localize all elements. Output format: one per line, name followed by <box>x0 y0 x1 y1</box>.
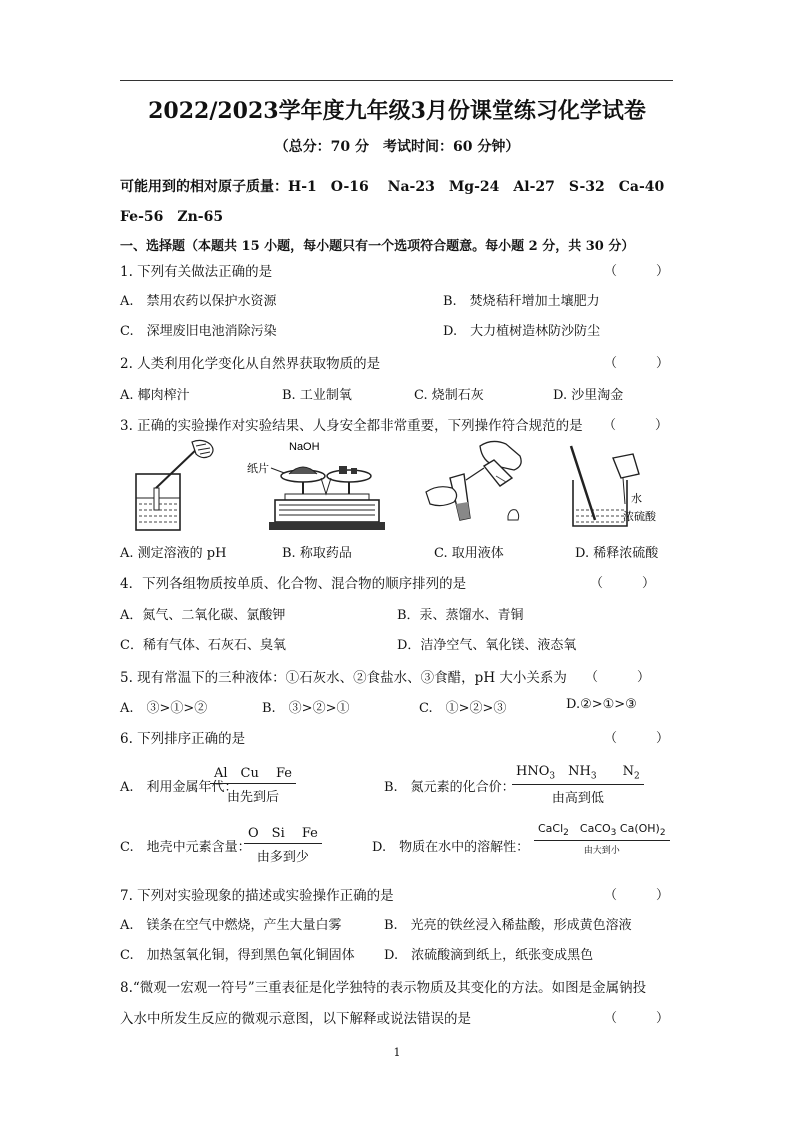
q7-answer-blank: （ ） <box>604 888 670 903</box>
q8-answer-blank: （ ） <box>604 1011 670 1026</box>
pour-liquid-illustration <box>420 438 530 534</box>
q8-stem-line2: 入水中所发生反应的微观示意图，以下解释或说法错误的是 <box>120 1011 471 1027</box>
exam-title: 2022/2023学年度九年级3月份课堂练习化学试卷 <box>148 98 646 124</box>
exam-subtitle: （总分：70 分 考试时间：60 分钟） <box>274 139 520 155</box>
q6-d-order: 由大到小 <box>583 846 620 857</box>
q7-option-d: D. 浓硫酸滴到纸上，纸张变成黑色 <box>384 948 594 963</box>
q6-b-order: 由高到低 <box>551 790 604 806</box>
q6-option-a-label: A. 利用金属年代： <box>120 780 238 795</box>
q4-stem: 4．下列各组物质按单质、化合物、混合物的顺序排列的是 <box>120 576 467 592</box>
q1-answer-blank: （ ） <box>604 264 670 279</box>
q6-option-d-label: D. 物质在水中的溶解性： <box>372 840 530 855</box>
ph-test-illustration <box>130 438 220 532</box>
q6-option-c-label: C. 地壳中元素含量： <box>120 840 251 855</box>
q3-option-b: B. 称取药品 <box>282 546 352 561</box>
naoh-label: NaOH <box>289 441 320 453</box>
q7-stem: 7. 下列对实验现象的描述或实验操作正确的是 <box>120 888 394 904</box>
q4-option-a: A．氮气、二氧化碳、氯酸钾 <box>120 608 286 623</box>
q2-option-a: A. 椰肉榨汁 <box>120 388 190 403</box>
atomic-masses-line1 <box>120 176 664 196</box>
q7-option-c: C. 加热氢氧化铜，得到黑色氧化铜固体 <box>120 948 355 963</box>
q1-stem: 1. 下列有关做法正确的是 <box>120 264 273 280</box>
q6-c-items: O Si Fe <box>244 822 322 844</box>
q4-option-c: C．稀有气体、石灰石、臭氧 <box>120 638 286 653</box>
q6-option-a-sequence <box>210 762 296 805</box>
section-heading: 一、选择题（本题共 15 小题，每小题只有一个选项符合题意。每小题 2 分，共 30 分） <box>120 239 635 254</box>
paper-label: 纸片 <box>247 463 269 475</box>
q6-option-d-sequence <box>534 820 670 856</box>
q6-a-items: Al Cu Fe <box>210 762 296 784</box>
q6-option-c-sequence <box>244 822 322 865</box>
q6-option-b-label: B. 氮元素的化合价： <box>384 780 515 795</box>
q3-option-a: A. 测定溶液的 pH <box>120 546 227 561</box>
q4-answer-blank: （ ） <box>590 576 656 591</box>
q6-stem: 6. 下列排序正确的是 <box>120 731 246 747</box>
q6-c-order: 由多到少 <box>256 850 309 865</box>
q6-a-order: 由先到后 <box>227 790 280 805</box>
q6-b-items: $HNO_3$ $NH_3$ $N_2$ <box>512 760 644 785</box>
q1-option-a: A. 禁用农药以保护水资源 <box>120 294 277 309</box>
q7-option-b: B. 光亮的铁丝浸入稀盐酸，形成黄色溶液 <box>384 918 632 933</box>
q3-stem: 3. 正确的实验操作对实验结果、人身安全都非常重要，下列操作符合规范的是 <box>120 418 583 434</box>
q3-option-c: C. 取用液体 <box>434 546 504 561</box>
q4-option-d: D．洁净空气、氧化镁、液态氧 <box>397 638 577 653</box>
q6-option-b-sequence <box>512 760 644 806</box>
q8-stem-line1: 8.“微观一宏观一符号”三重表征是化学独特的表示物质及其变化的方法。如图是金属钠投 <box>120 980 647 996</box>
q2-answer-blank: （ ） <box>604 356 670 371</box>
atomic-masses-label: 可能用到的相对原子质量： <box>120 179 288 195</box>
q5-option-a: A. ③>①>② <box>120 701 208 716</box>
acid-label: 浓硫酸 <box>623 511 656 523</box>
header-rule <box>120 80 673 81</box>
q5-stem: 5. 现有常温下的三种液体：①石灰水、②食盐水、③食醋，pH 大小关系为 <box>120 670 567 686</box>
q6-answer-blank: （ ） <box>604 731 670 746</box>
page-number: 1 <box>393 1046 401 1059</box>
balance-illustration <box>245 438 385 534</box>
q7-option-a: A. 镁条在空气中燃烧，产生大量白雾 <box>120 918 342 933</box>
q5-answer-blank: （ ） <box>585 670 651 685</box>
q1-option-d: D. 大力植树造林防沙防尘 <box>443 324 601 339</box>
q4-option-b: B．汞、蒸馏水、青铜 <box>397 608 524 623</box>
q2-stem: 2. 人类利用化学变化从自然界获取物质的是 <box>120 356 381 372</box>
q5-option-b: B. ③>②>① <box>262 701 350 716</box>
q1-option-b: B. 焚烧秸秆增加土壤肥力 <box>443 294 600 309</box>
q2-option-c: C. 烧制石灰 <box>414 388 484 403</box>
q3-option-d: D. 稀释浓硫酸 <box>575 546 659 561</box>
atomic-masses-line2: Fe-56 Zn-65 <box>120 209 224 225</box>
q2-option-d: D. 沙里淘金 <box>553 388 624 403</box>
q2-option-b: B. 工业制氧 <box>282 388 352 403</box>
q3-answer-blank: （ ） <box>603 418 669 433</box>
dilute-acid-illustration <box>565 444 675 534</box>
q1-option-c: C. 深埋废旧电池消除污染 <box>120 324 277 339</box>
q6-d-items: CaCl$_2$ CaCO$_3$ $Ca(OH)_2$ <box>534 820 670 841</box>
atomic-masses-values: H-1 O-16 Na-23 Mg-24 Al-27 S-32 Ca-40 <box>288 179 665 195</box>
water-label: 水 <box>631 493 642 505</box>
q5-option-d: D.②>①>③ <box>566 697 637 712</box>
q5-option-c: C. ①>②>③ <box>419 701 507 716</box>
